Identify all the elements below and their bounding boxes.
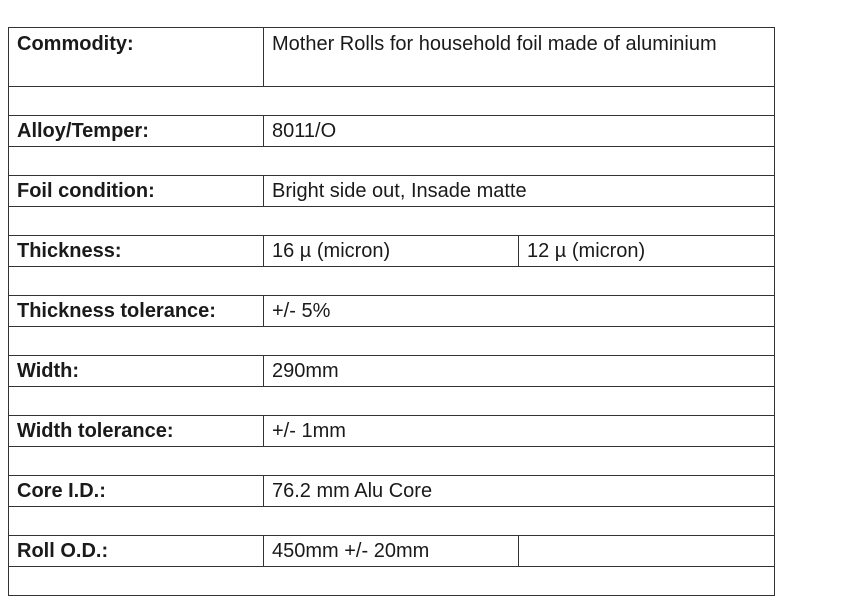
table-row-foil-condition: [9, 176, 775, 207]
row-value: 450mm +/- 20mm: [264, 536, 519, 567]
table-row-roll-od: [9, 536, 775, 567]
spacer-row: [9, 87, 775, 116]
row-value: 8011/O: [264, 116, 775, 147]
table-row-width: [9, 356, 775, 387]
table-row-thickness: [9, 236, 775, 267]
row-value: 290mm: [264, 356, 775, 387]
table-row-alloy-temper: [9, 116, 775, 147]
row-label: Thickness tolerance:: [9, 296, 264, 327]
spacer-row: [9, 267, 775, 296]
spacer-row: [9, 387, 775, 416]
spacer-cell: [9, 207, 775, 236]
row-label: Foil condition:: [9, 176, 264, 207]
row-label: Commodity:: [9, 28, 264, 87]
row-label: Width tolerance:: [9, 416, 264, 447]
spacer-cell: [9, 267, 775, 296]
spacer-row: [9, 207, 775, 236]
spacer-cell: [9, 147, 775, 176]
row-value-secondary: [519, 536, 775, 567]
row-value: Mother Rolls for household foil made of aluminium: [264, 28, 775, 87]
row-label: Core I.D.:: [9, 476, 264, 507]
spacer-cell: [9, 507, 775, 536]
row-value: 16 µ (micron): [264, 236, 519, 267]
row-value: 76.2 mm Alu Core: [264, 476, 775, 507]
spacer-row: [9, 447, 775, 476]
spacer-cell: [9, 447, 775, 476]
table-row-width-tolerance: [9, 416, 775, 447]
spacer-row: [9, 507, 775, 536]
spacer-cell: [9, 327, 775, 356]
specification-table: [8, 27, 775, 596]
spacer-row: [9, 147, 775, 176]
row-label: Width:: [9, 356, 264, 387]
table-row-commodity: [9, 28, 775, 87]
row-value: Bright side out, Insade matte: [264, 176, 775, 207]
row-label: Alloy/Temper:: [9, 116, 264, 147]
spacer-cell: [9, 87, 775, 116]
row-label: Thickness:: [9, 236, 264, 267]
table-row-core-id: [9, 476, 775, 507]
row-label: Roll O.D.:: [9, 536, 264, 567]
spacer-cell: [9, 567, 775, 596]
table-row-thickness-tolerance: [9, 296, 775, 327]
spacer-row: [9, 327, 775, 356]
spacer-cell: [9, 387, 775, 416]
row-value-secondary: 12 µ (micron): [519, 236, 775, 267]
spacer-row: [9, 567, 775, 596]
row-value: +/- 5%: [264, 296, 775, 327]
row-value: +/- 1mm: [264, 416, 775, 447]
